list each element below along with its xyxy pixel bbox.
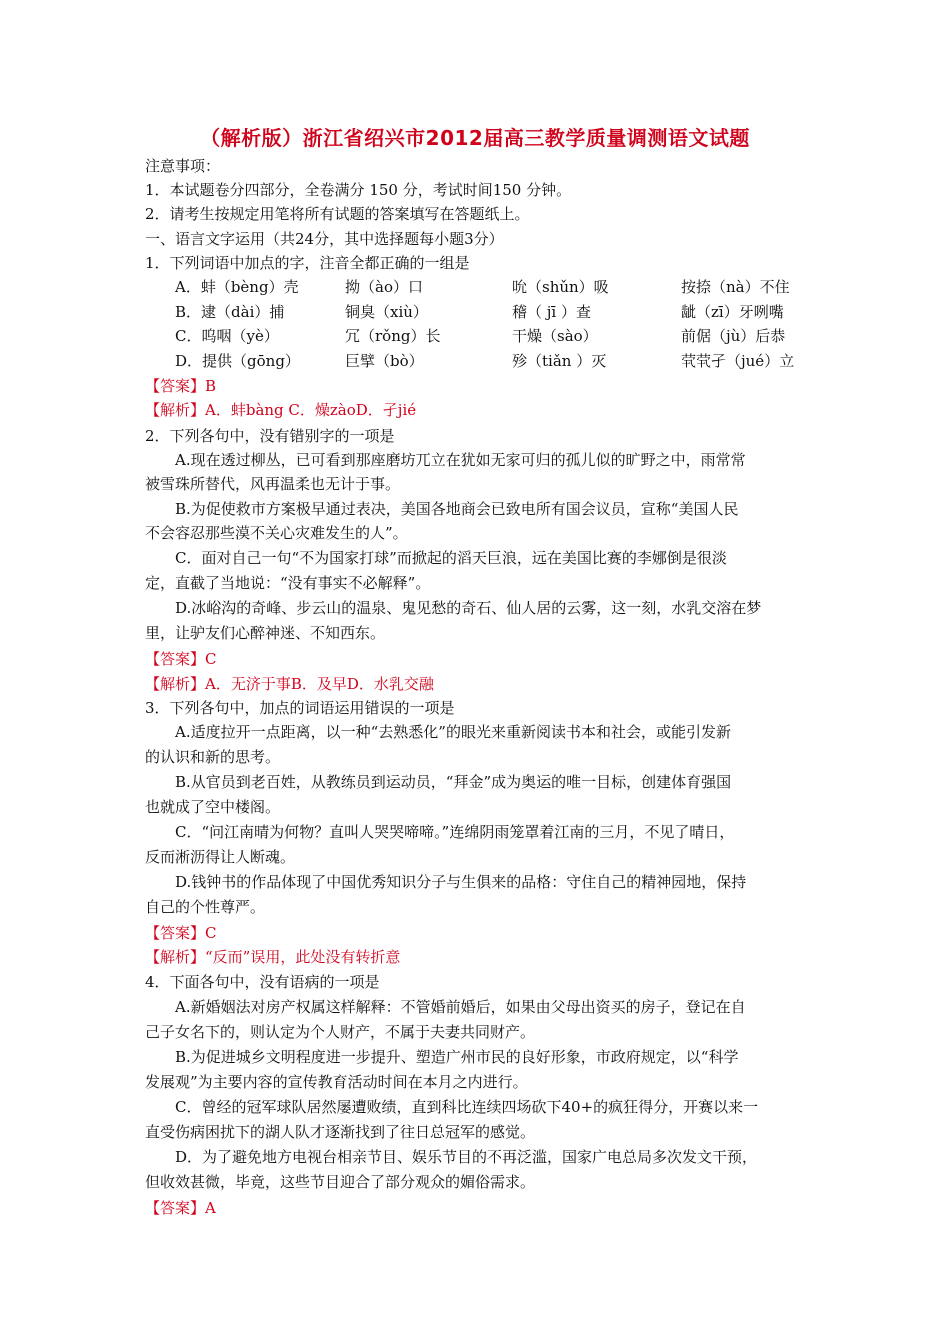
q3-line: D.钱钟书的作品体现了中国优秀知识分子与生俱来的品格：守住自己的精神园地，保持 (175, 873, 747, 891)
q2-line: 被雪珠所替代，风再温柔也无计于事。 (145, 475, 401, 493)
q3-line: 自己的个性尊严。 (145, 898, 266, 916)
q4-line: 发展观”为主要内容的宣传教育活动时间在本月之内进行。 (145, 1073, 528, 1091)
answer-value: C (205, 924, 217, 942)
q3-line: B.从官员到老百姓，从教练员到运动员，“拜金”成为奥运的唯一目标，创建体育强国 (175, 773, 732, 791)
q4-line: 己子女名下的，则认定为个人财产，不属于夫妻共同财产。 (145, 1023, 536, 1041)
q1-cell: D．提供（gōng） (175, 352, 300, 370)
q1-option-row (175, 277, 815, 297)
q3-stem: 3．下列各句中，加点的词语运用错误的一项是 (145, 699, 455, 717)
q1-cell: 按捺（nà）不住 (681, 278, 790, 296)
q2-stem: 2．下列各句中，没有错别字的一项是 (145, 427, 395, 445)
q4-line: C．曾经的冠军球队居然屡遭败绩，直到科比连续四场砍下40+的疯狂得分，开赛以来一 (175, 1098, 759, 1116)
q1-cell: 冗（rǒng）长 (345, 327, 441, 345)
q2-line: 里，让驴友们心醉神迷、不知西东。 (145, 624, 386, 642)
q1-option-row (175, 326, 815, 346)
q3-analysis (145, 947, 400, 967)
q1-stem: 1．下列词语中加点的字，注音全都正确的一组是 (145, 254, 470, 272)
q4-stem: 4．下面各句中，没有语病的一项是 (145, 973, 380, 991)
q3-line: 反而淅沥得让人断魂。 (145, 848, 296, 866)
q4-line: B.为促进城乡文明程度进一步提升、塑造广州市民的良好形象，市政府规定，以“科学 (175, 1048, 739, 1066)
q1-cell: 殄（tiǎn ）灭 (512, 352, 607, 370)
q4-line: 直受伤病困扰下的湖人队才逐渐找到了往日总冠军的感觉。 (145, 1123, 536, 1141)
q1-cell: 吮（shǔn）吸 (512, 278, 609, 296)
q1-analysis (145, 400, 416, 420)
q1-cell: 铜臭（xiù） (345, 303, 428, 321)
analysis-label: 【解析】 (145, 948, 206, 966)
analysis-text: A．无济于事B．及早D．水乳交融 (205, 675, 434, 693)
q1-cell: 茕茕孑（jué）立 (681, 352, 795, 370)
q2-line: D.冰峪沟的奇峰、步云山的温泉、鬼见愁的奇石、仙人居的云雾，这一刻，水乳交溶在梦 (175, 599, 762, 617)
q1-option-row (175, 351, 815, 371)
q2-analysis (145, 674, 434, 694)
q1-cell: A．蚌（bèng）壳 (175, 278, 299, 296)
q3-line: C．“问江南晴为何物？直叫人哭哭啼啼。”连绵阴雨笼罩着江南的三月，不见了晴日， (175, 823, 735, 841)
q1-cell: 龇（zī）牙咧嘴 (681, 303, 784, 321)
answer-value: C (205, 650, 217, 668)
section-heading: 一、语言文字运用（共24分，其中选择题每小题3分） (145, 230, 504, 248)
q3-answer (145, 923, 217, 943)
analysis-label: 【解析】 (145, 401, 206, 419)
q4-line: A.新婚姻法对房产权属这样解释：不管婚前婚后，如果由父母出资买的房子，登记在自 (175, 998, 746, 1016)
q2-line: B.为促使救市方案极早通过表决，美国各地商会已致电所有国会议员，宣称“美国人民 (175, 500, 739, 518)
analysis-label: 【解析】 (145, 675, 206, 693)
analysis-text: A．蚌bàng C．燥zàoD．孑jié (205, 401, 417, 419)
notes-item: 1．本试题卷分四部分，全卷满分 150 分，考试时间150 分钟。 (145, 181, 572, 199)
q2-line: C．面对自己一句“不为国家打球”而掀起的滔天巨浪，远在美国比赛的李娜倒是很淡 (175, 549, 727, 567)
page-title: （解析版）浙江省绍兴市2012届高三教学质量调测语文试题 (200, 126, 750, 150)
q3-line: 的认识和新的思考。 (145, 748, 281, 766)
notes-item: 2．请考生按规定用笔将所有试题的答案填写在答题纸上。 (145, 205, 530, 223)
q1-cell: 前倨（jù）后恭 (681, 327, 786, 345)
q1-cell: 干燥（sào） (512, 327, 598, 345)
q1-cell: C．呜咽（yè） (175, 327, 279, 345)
q4-line: D．为了避免地方电视台相亲节目、娱乐节目的不再泛滥，国家广电总局多次发文干预， (175, 1148, 758, 1166)
q1-cell: 稽（ jī ）查 (512, 303, 591, 321)
q3-line: 也就成了空中楼阁。 (145, 798, 281, 816)
q1-cell: B．逮（dài）捕 (175, 303, 285, 321)
q1-option-row (175, 302, 815, 322)
q1-answer (145, 376, 216, 396)
q2-line: 定，直截了当地说：“没有事实不必解释”。 (145, 574, 431, 592)
q2-answer (145, 649, 217, 669)
analysis-text: “反而”误用，此处没有转折意 (205, 948, 401, 966)
q1-cell: 拗（ào）口 (345, 278, 423, 296)
answer-label: 【答案】 (145, 924, 206, 942)
answer-label: 【答案】 (145, 1199, 206, 1217)
q4-answer (145, 1198, 216, 1218)
answer-value: A (205, 1199, 216, 1217)
q2-line: 不会容忍那些漠不关心灾难发生的人”。 (145, 524, 408, 542)
answer-label: 【答案】 (145, 650, 206, 668)
q2-line: A.现在透过柳丛，已可看到那座磨坊兀立在犹如无家可归的孤儿似的旷野之中，雨常常 (175, 451, 746, 469)
q1-cell: 巨擘（bò） (345, 352, 424, 370)
q3-line: A.适度拉开一点距离，以一种“去熟悉化”的眼光来重新阅读书本和社会，或能引发新 (175, 723, 731, 741)
notes-heading: 注意事项： (145, 157, 221, 175)
q4-line: 但收效甚微，毕竟，这些节目迎合了部分观众的媚俗需求。 (145, 1173, 536, 1191)
answer-value: B (205, 377, 217, 395)
answer-label: 【答案】 (145, 377, 206, 395)
